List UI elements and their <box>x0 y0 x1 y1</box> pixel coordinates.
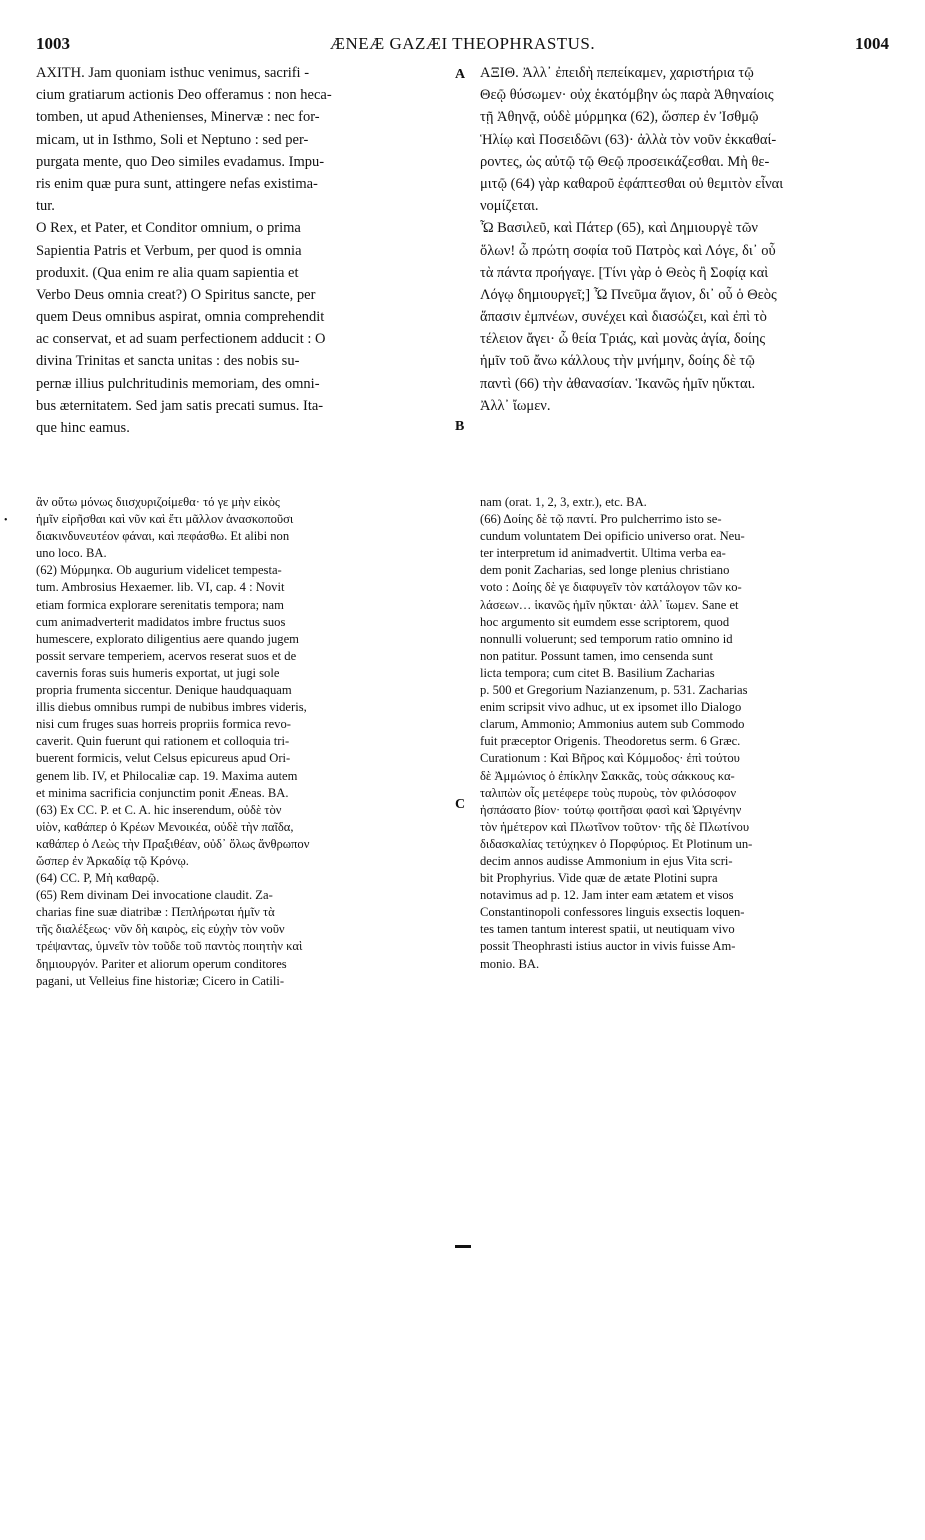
footnote-line: enim scripsit vivo adhuc, ut ex ipsomet illo Dialogo <box>480 700 742 715</box>
footnote-line: ὥσπερ ἐν Ἀρκαδίᾳ τῷ Κρόνῳ. <box>36 853 189 868</box>
footnote-line: possit Theophrasti istius auctor in vivis fuisse Am- <box>480 939 736 954</box>
footnote-line: notavimus ad p. 12. Jam inter eam ætatem et visos <box>480 888 734 903</box>
greek-text-line: ἡμῖν τοῦ ἄνω κάλλους τὴν μνήμην, δοίης δὲ τῷ <box>480 353 755 370</box>
latin-text-line: micam, ut in Isthmo, Soli et Neptuno : sed per- <box>36 131 309 148</box>
footnote-line: possit servare temperiem, acervos reserat suos et de <box>36 648 297 663</box>
footnote-line: propria frumenta siccentur. Denique haudquaquam <box>36 683 292 698</box>
footnote-line: clarum, Ammonio; Ammonius autem sub Commodo <box>480 717 745 732</box>
latin-text-line: quem Deus omnibus aspirat, omnia comprehendit <box>36 309 325 326</box>
greek-text-line: Ἀλλ᾽ ἴωμεν. <box>480 397 551 414</box>
footnote-line: hoc argumento sit eumdem esse scriptorem, quod <box>480 614 730 629</box>
margin-bullet: • <box>4 515 8 526</box>
footnote-line: illis diebus omnibus rumpi de nubibus imbres videris, <box>36 700 307 715</box>
footnote-line: fuit præceptor Origenis. Theodoretus serm. 6 Græc. <box>480 734 741 749</box>
footnote-line: (62) Μύρμηκα. Ob augurium videlicet tempesta- <box>36 563 282 578</box>
footnote-line: λάσεων… ἱκανῶς ἡμῖν ηὔκται· ἀλλ᾽ ἴωμεν. Sane et <box>480 597 739 612</box>
greek-text-line: Θεῷ θύσωμεν· οὐχ ἑκατόμβην ὡς παρὰ Ἀθηναίοις <box>480 87 774 104</box>
footnote-line: (66) Δοίης δὲ τῷ παντί. Pro pulcherrimo isto se- <box>480 512 722 527</box>
greek-text-line: Λόγῳ δημιουργεῖ;] Ὦ Πνεῦμα ἅγιον, δι᾽ οὗ ὁ Θεὸς <box>480 286 777 303</box>
footnote-line: nonnulli voluerunt; sed temporum ratio omnino id <box>480 631 733 646</box>
greek-text-line: τῇ Ἀθηνᾷ, οὐδὲ μύρμηκα (62), ὥσπερ ἐν Ἰσθμῷ <box>480 109 759 126</box>
footnote-line: τρέψαντας, ὑμνεῖν τὸν τοῦδε τοῦ παντὸς ποιητὴν καὶ <box>36 939 303 954</box>
footnote-line: (65) Rem divinam Dei invocatione claudit. Za- <box>36 888 273 903</box>
footnote-line: p. 500 et Gregorium Nazianzenum, p. 531. Zacharias <box>480 683 748 698</box>
greek-text-column <box>480 62 892 417</box>
footnote-line: charias fine suæ diatribæ : Πεπλήρωται ἡμῖν τὰ <box>36 905 275 920</box>
latin-text-line: tur. <box>36 198 55 215</box>
footnote-line: bit Prophyrius. Vide quæ de ætate Plotini supra <box>480 871 718 886</box>
page-header <box>36 34 889 58</box>
footnote-line: cavernis foras suis humeris exportat, ut jugi sole <box>36 665 280 680</box>
greek-text-line: ΑΞΙΘ. Ἀλλ᾽ ἐπειδὴ πεπείκαμεν, χαριστήρια τῷ <box>480 65 754 81</box>
footnote-line: τῆς διαλέξεως· νῦν δὴ καιρὸς, εἰς εὐχὴν τὸν νοῦν <box>36 922 285 937</box>
footnote-line: buerent formicis, velut Celsus epicureus apud Ori- <box>36 751 291 766</box>
page-number-left: 1003 <box>36 34 70 53</box>
footnote-line: licta tempora; cum citet B. Basilium Zacharias <box>480 665 715 680</box>
footnote-line: cundum voluntatem Dei opificio universo orat. Neu- <box>480 529 745 544</box>
latin-text-line: cium gratiarum actionis Deo offeramus : non heca- <box>36 87 332 104</box>
footnote-line: non patitur. Possunt tamen, imo censenda sunt <box>480 648 713 663</box>
footnote-line: humescere, explorato diligentius aere quando jugem <box>36 631 299 646</box>
latin-text-line: Sapientia Patris et Verbum, per quod is omnia <box>36 242 302 259</box>
latin-text-line: ris enim quæ pura sunt, attingere nefas existima- <box>36 175 318 192</box>
footnote-line: genem lib. IV, et Philocaliæ cap. 19. Maxima autem <box>36 768 298 783</box>
footnote-line: tum. Ambrosius Hexaemer. lib. VI, cap. 4 : Novit <box>36 580 285 595</box>
running-title: ÆNEÆ GAZÆI THEOPHRASTUS. <box>329 34 596 53</box>
margin-letter-c: C <box>455 797 466 812</box>
footnote-line: δημιουργόν. Pariter et aliorum operum conditores <box>36 956 287 971</box>
page-number-right: 1004 <box>855 34 889 53</box>
footnote-line: etiam formica explorare serenitatis tempora; nam <box>36 597 284 612</box>
footnote-line: decim annos audisse Ammonium in ejus Vita scri- <box>480 853 733 868</box>
footnote-line: Curationum : Καὶ Βῆρος καὶ Κόμμοδος· ἐπὶ τούτου <box>480 751 740 766</box>
footnotes-left-column <box>36 494 449 990</box>
greek-text-line: ἅπασιν ἐμπνέων, συνέχει καὶ διασώζει, καὶ ἐπὶ τὸ <box>480 309 767 326</box>
latin-text-line: tomben, ut apud Athenienses, Minervæ : nec for- <box>36 109 320 126</box>
footnote-line: διδασκαλίας τετύχηκεν ὁ Πορφύριος. Et Plotinum un- <box>480 836 753 851</box>
footnotes-right-column <box>480 494 892 973</box>
footnote-line: ἡμῖν εἰρῆσθαι καὶ νῦν καὶ ἔτι μᾶλλον ἀνασκοποῦσι <box>36 512 294 527</box>
footnote-line: pagani, ut Velleius fine historiæ; Cicero in Catili- <box>36 973 285 988</box>
footnote-line: nisi cum fruges suas horreis propriis formica revo- <box>36 717 291 732</box>
footnote-line: ter interpretum id animadvertit. Ultima verba ea- <box>480 546 726 561</box>
greek-text-line: ὅλων! ὦ πρώτη σοφία τοῦ Πατρὸς καὶ Λόγε, δι᾽ οὗ <box>480 242 776 259</box>
greek-text-line: Ἡλίῳ καὶ Ποσειδῶνι (63)· ἀλλὰ τὸν νοῦν ἐκκαθαί- <box>480 131 777 148</box>
latin-text-line: AXITH. Jam quoniam isthuc venimus, sacrifi - <box>36 65 310 81</box>
footnote-line: caverit. Quin fuerunt qui rationem et colloquia tri- <box>36 734 290 749</box>
footnote-line: ταλιπὼν οἷς μετέφερε τοὺς πυροὺς, τὸν φιλόσοφον <box>480 785 737 800</box>
greek-text-line: Ὦ Βασιλεῦ, καὶ Πάτερ (65), καὶ Δημιουργὲ τῶν <box>480 220 758 237</box>
margin-letter-b: B <box>455 419 465 434</box>
footnote-line: uno loco. BA. <box>36 546 107 561</box>
latin-text-column <box>36 62 449 439</box>
greek-text-line: τέλειον ἄγει· ὦ θεία Τριάς, καὶ μονὰς ἁγία, δοίης <box>480 331 766 348</box>
footnote-line: nam (orat. 1, 2, 3, extr.), etc. BA. <box>480 495 647 509</box>
greek-text-line: μιτῷ (64) γὰρ καθαροῦ ἐφάπτεσθαι οὐ θεμιτὸν εἶναι <box>480 175 784 192</box>
footnote-line: καθάπερ ὁ Λεὼς τὴν Πραξιθέαν, οὐδ᾽ ὅλως ἄνθρωπον <box>36 836 310 851</box>
margin-letter-a: A <box>455 67 466 82</box>
greek-text-line: τὰ πάντα προήγαγε. [Τίνι γὰρ ὁ Θεὸς ἢ Σοφίᾳ καὶ <box>480 264 769 281</box>
footnote-line: (64) CC. P, Μὴ καθαρῷ. <box>36 871 160 886</box>
footnote-line: υἱὸν, καθάπερ ὁ Κρέων Μενοικέα, οὐδὲ τὴν παῖδα, <box>36 819 294 834</box>
greek-text-line: ροντες, ὡς αὐτῷ τῷ Θεῷ προσεικάζεσθαι. Μὴ θε- <box>480 153 770 170</box>
footnote-line: voto : Δοίης δὲ γε διαφυγεῖν τὸν κατάλογον τῶν κο- <box>480 580 742 595</box>
footnote-line: et minima sacrificia conjunctim ponit Æneas. BA. <box>36 785 289 800</box>
latin-text-line: produxit. (Qua enim re alia quam sapientia et <box>36 264 299 281</box>
footnote-line: cum animadverterit madidatos imbre fructus suos <box>36 614 286 629</box>
latin-text-line: O Rex, et Pater, et Conditor omnium, o prima <box>36 220 301 237</box>
footnote-line: τὸν ἡμέτερον καὶ Πλωτῖνον τοῦτον· τῆς δὲ Πλωτίνου <box>480 819 750 834</box>
footnote-line: Constantinopoli confessores linguis exsectis loquen- <box>480 905 745 920</box>
latin-text-line: Verbo Deus omnia creat?) O Spiritus sancte, per <box>36 286 316 303</box>
page-end-dash <box>455 1245 471 1248</box>
footnote-line: ἂν οὕτω μόνως διισχυριζοίμεθα· τό γε μὴν εἰκὸς <box>36 495 280 509</box>
latin-text-line: bus æternitatem. Sed jam satis precati sumus. Ita- <box>36 397 324 414</box>
latin-text-line: divina Trinitas et sancta unitas : des nobis su- <box>36 353 300 370</box>
footnote-line: διακινδυνευτέον φάναι, καὶ πεφάσθω. Et alibi non <box>36 529 290 544</box>
latin-text-line: ac conservat, et ad suam perfectionem adducit : O <box>36 331 326 348</box>
footnote-line: (63) Ex CC. P. et C. A. hic inserendum, οὐδὲ τὸν <box>36 802 282 817</box>
latin-text-line: pernæ illius pulchritudinis memoriam, des omni- <box>36 375 320 392</box>
footnote-line: ἠσπάσατο βίον· τούτῳ φοιτῆσαι φασὶ καὶ Ὠριγένην <box>480 802 742 817</box>
footnote-line: δὲ Ἀμμώνιος ὁ ἐπίκλην Σακκᾶς, τοὺς σάκκους κα- <box>480 768 735 783</box>
footnote-line: dem ponit Zacharias, sed longe plenius christiano <box>480 563 730 578</box>
greek-text-line: νομίζεται. <box>480 198 539 215</box>
latin-text-line: purgata mente, quo Deo similes evadamus. Impu- <box>36 153 325 170</box>
greek-text-line: παντὶ (66) τὴν ἀθανασίαν. Ἱκανῶς ἡμῖν ηὔκται. <box>480 375 756 392</box>
latin-text-line: que hinc eamus. <box>36 420 130 436</box>
footnote-line: monio. BA. <box>480 956 540 971</box>
footnote-line: tes tamen tantum interest spatii, ut neutiquam vivo <box>480 922 735 937</box>
